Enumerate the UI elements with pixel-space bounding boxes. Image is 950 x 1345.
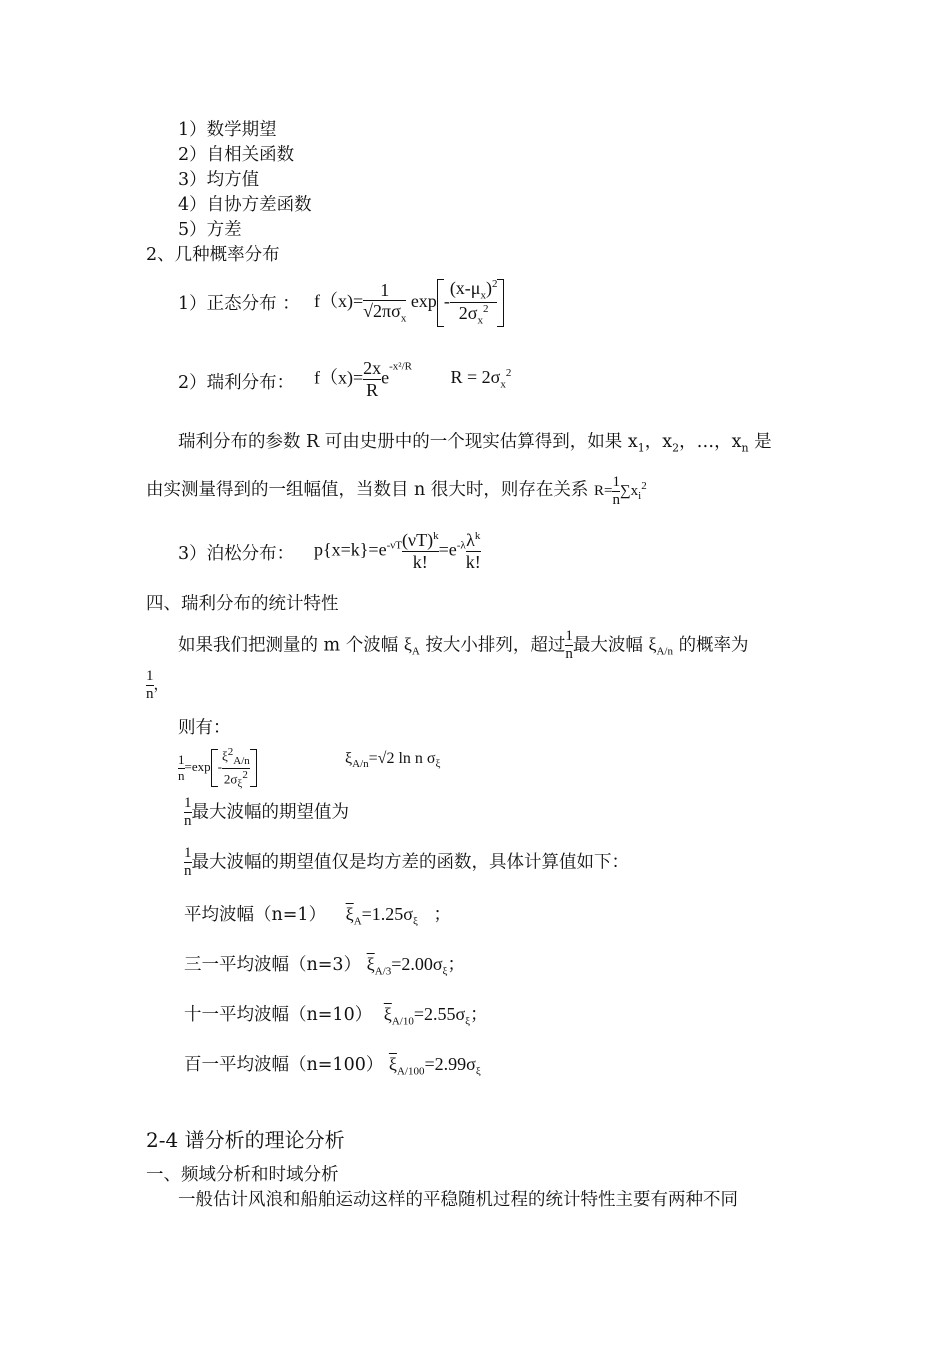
section-heading: 2-4 谱分析的理论分析 [146, 1128, 345, 1152]
rayleigh-label: 2）瑞利分布： [178, 373, 295, 393]
prob-formula: $\frac{1}{n}$ =exp - $\frac{\xi^2_{A/n}}{2\sigma_\xi^2}$ [178, 746, 257, 790]
subsection-title: 一、频域分析和时域分析 [146, 1165, 339, 1185]
section-title: 四、瑞利分布的统计特性 [146, 594, 339, 614]
result-row: 平均波幅（n=1） $\overline{\xi}_A=1.25\sigma_\xi$ ； [184, 904, 451, 928]
result-row: 三一平均波幅（n=3） $\overline{\xi}_{A/3}=2.00\sigma_\xi$； [184, 954, 465, 978]
list-item: 3）均方值 [178, 170, 260, 190]
then-label: 则有： [178, 718, 231, 738]
list-item: 5）方差 [178, 220, 242, 240]
list-item: 2）自相关函数 [178, 145, 295, 165]
list-item: 1）数学期望 [178, 120, 277, 140]
normal-label: 1）正态分布 ： [178, 294, 300, 314]
expect-line-1: $\frac{1}{n}$ 最大波幅的期望值为 [184, 795, 349, 830]
normal-formula: f（x)= $\frac{1}{√2\pi\sigma_x}$ exp - $\frac{(x-\mu_x)^2}{2\sigma_x^2}$ [314, 278, 504, 327]
section-title: 2、几种概率分布 [146, 245, 280, 265]
paragraph: 一般估计风浪和船舶运动这样的平稳随机过程的统计特性主要有两种不同 [178, 1190, 738, 1210]
rayleigh-formula: f（x)= $\frac{2x}{R}$ $e^{-x^2/R}$ $R = 2\sigma_x^2$ [314, 358, 512, 400]
result-row: 十一平均波幅（n=10） $\overline{\xi}_{A/10}=2.55\sigma_\xi$； [184, 1004, 488, 1028]
xi-formula: $\xi_{A/n}=√2$ ln n $\sigma_\xi$ [345, 750, 441, 771]
fraction-1n: $\frac{1}{n}$ ， [146, 668, 169, 703]
poisson-formula: $p\{x=k\}=e^{-\nu T}$ $\frac{(\nu T)^k}{k!}$ $=e^{-\lambda}$ $\frac{\lambda^k}{k!}$ [314, 530, 481, 572]
list-item: 4）自协方差函数 [178, 195, 312, 215]
result-row: 百一平均波幅（n=100） $\overline{\xi}_{A/100}=2.99\sigma_\xi$ [184, 1054, 481, 1078]
rayleigh-para-2: 由实测量得到的一组幅值，当数目 n 很大时，则存在关系 R= $\frac{1}{n}$ $\sum x_i^2$ [146, 474, 647, 509]
rayleigh-para: 瑞利分布的参数 R 可由史册中的一个现实估算得到，如果 $x_1$，$x_2$，…，$x_n$ 是 [178, 432, 772, 455]
expect-line-2: $\frac{1}{n}$ 最大波幅的期望值仅是均方差的函数，具体计算值如下： [184, 845, 629, 880]
poisson-label: 3）泊松分布： [178, 544, 295, 564]
sec4-para: 如果我们把测量的 m 个波幅 $\xi_A$ 按大小排列，超过 $\frac{1}{n}$ 最大波幅 $\xi_{A/n}$ 的概率为 [178, 628, 749, 663]
